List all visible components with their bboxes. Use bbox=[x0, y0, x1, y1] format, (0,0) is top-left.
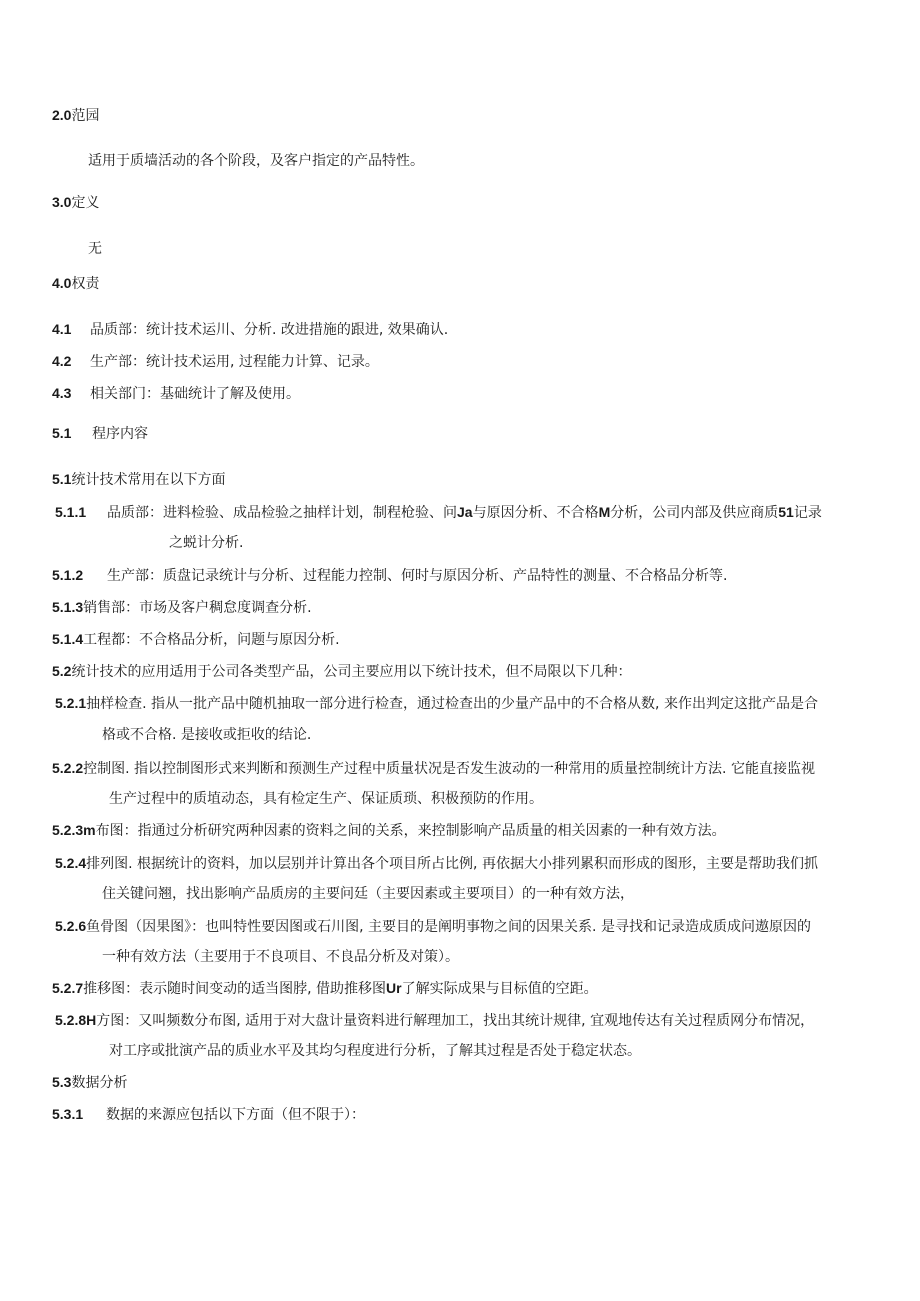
item-text: 了解实际成果与目标值的空距。 bbox=[401, 981, 598, 997]
item-5-3 bbox=[52, 1072, 127, 1093]
section-3-0-heading bbox=[52, 192, 99, 213]
item-5-2 bbox=[52, 661, 631, 682]
item-text-bold: Ja bbox=[457, 504, 473, 520]
section-title: 定义 bbox=[71, 195, 100, 211]
item-text: 品质部：进料检验、成品检验之抽样计划，制程枪验、问 bbox=[107, 505, 457, 521]
item-text-bold: M bbox=[598, 504, 611, 520]
section-number: 4.0 bbox=[52, 275, 72, 291]
section-number: 3.0 bbox=[52, 194, 72, 210]
item-text: 控制图. 指以控制图形式来判断和预测生产过程中质量状况是否发生波动的一种常用的质量控制统计方法. 它能直接监视 bbox=[83, 761, 815, 777]
item-text-bold: 51 bbox=[778, 504, 794, 520]
item-number: 4.3 bbox=[52, 385, 72, 401]
section-number: 5.1 bbox=[52, 425, 72, 441]
item-5-1 bbox=[52, 469, 225, 490]
item-number: 5.2.7 bbox=[52, 980, 84, 996]
item-number: 5.2.6 bbox=[55, 918, 87, 934]
item-4-1 bbox=[52, 319, 448, 340]
item-text: 推移图：表示随时间变动的适当图脖, 借助推移图 bbox=[83, 981, 387, 997]
item-number: 5.1.3 bbox=[52, 599, 84, 615]
item-text: 生产部：质盘记录统计与分析、过程能力控制、何时与原因分析、产品特性的测量、不合格品分析等. bbox=[107, 568, 728, 584]
section-3-0-body: 无 bbox=[88, 241, 102, 257]
item-number: 5.1 bbox=[52, 471, 72, 487]
item-number: 5.2.1 bbox=[55, 695, 87, 711]
item-5-2-4 bbox=[55, 853, 818, 874]
item-5-1-1-cont: 之蜕计分析. bbox=[169, 535, 244, 551]
item-text: 数据分析 bbox=[71, 1075, 128, 1091]
item-text: 生产部：统计技术运用, 过程能力计算、记录。 bbox=[90, 354, 379, 370]
section-title: 权责 bbox=[71, 276, 100, 292]
item-text: 数据的来源应包括以下方面（但不限于）： bbox=[106, 1107, 365, 1123]
item-text: 品质部：统计技术运川、分析. 改进措施的跟进, 效果确认. bbox=[90, 322, 449, 338]
item-5-2-1-cont: 格或不合格. 是接收或拒收的结论. bbox=[102, 727, 312, 743]
item-number: 5.2 bbox=[52, 663, 72, 679]
item-text: 方图：又叫频数分布图, 适用于对大盘计量资料进行解理加工，找出其统计规律, 宜观地传达有关过程质网分布情况， bbox=[96, 1013, 815, 1029]
item-number: 5.2.2 bbox=[52, 760, 84, 776]
item-number: 5.1.2 bbox=[52, 567, 84, 583]
item-5-2-2 bbox=[52, 758, 815, 779]
item-number: 4.1 bbox=[52, 321, 72, 337]
item-5-2-7 bbox=[52, 978, 598, 999]
item-text-bold: m bbox=[83, 822, 96, 838]
section-2-0-body: 适用于质墙活动的各个阶段，及客户指定的产品特性。 bbox=[88, 153, 424, 169]
item-text: 销售部：市场及客户稠怠度调查分析. bbox=[83, 600, 312, 616]
item-text: 分析，公司内部及供应商质 bbox=[610, 505, 779, 521]
item-text: 统计技术的应用适用于公司各类型产品，公司主要应用以下统计技术，但不局限以下几种： bbox=[71, 664, 632, 680]
item-number: 5.2.3 bbox=[52, 822, 84, 838]
item-text: 抽样检查. 指从一批产品中随机抽取一部分进行检查，通过检查出的少量产品中的不合格从数, 来作出判定这批产品是合 bbox=[86, 696, 818, 712]
item-5-1-4 bbox=[52, 629, 340, 650]
item-5-2-8 bbox=[55, 1010, 814, 1031]
item-5-2-8-cont: 对工序或批演产品的质业水平及其均匀程度进行分析，了解其过程是否处于稳定状态。 bbox=[109, 1043, 641, 1059]
section-2-0-heading bbox=[52, 105, 99, 126]
item-text: 排列图. 根据统计的资料，加以层别并计算出各个项目所占比例, 再依据大小排列累积而形成的图形，主要是帮助我们抓 bbox=[86, 856, 818, 872]
item-number: 5.2.8 bbox=[55, 1012, 87, 1028]
item-number: 5.1.1 bbox=[55, 504, 87, 520]
item-text: 统计技术常用在以下方面 bbox=[71, 472, 226, 488]
item-5-3-1 bbox=[52, 1104, 365, 1125]
section-number: 2.0 bbox=[52, 107, 72, 123]
section-title: 范园 bbox=[71, 108, 100, 124]
item-number: 5.1.4 bbox=[52, 631, 84, 647]
item-5-2-6 bbox=[55, 916, 811, 937]
item-5-1-1 bbox=[55, 502, 822, 523]
item-number: 5.2.4 bbox=[55, 855, 87, 871]
item-text: 记录 bbox=[793, 505, 822, 521]
item-number: 5.3.1 bbox=[52, 1106, 84, 1122]
item-5-2-6-cont: 一种有效方法（主要用于不良项目、不良品分析及对策）。 bbox=[102, 949, 459, 965]
item-text: 工程都：不合格品分析，问题与原因分析. bbox=[83, 632, 340, 648]
item-text-bold: H bbox=[86, 1012, 97, 1028]
item-text-bold: Ur bbox=[386, 980, 402, 996]
item-text: 布图：指通过分析研究两种因素的资料之间的关系，来控制影响产品质量的相关因素的一种有效方法。 bbox=[95, 823, 726, 839]
item-5-2-3 bbox=[52, 820, 726, 841]
item-text: 相关部门：基础统计了解及使用。 bbox=[90, 386, 300, 402]
item-text: 鱼骨图（因果图》：也叫特性要因图或石川图, 主要目的是阐明事物之间的因果关系. 是寻找和记录造成质成问遨原因的 bbox=[86, 919, 811, 935]
item-4-3 bbox=[52, 383, 300, 404]
item-5-1-3 bbox=[52, 597, 312, 618]
item-5-1-2 bbox=[52, 565, 727, 586]
item-4-2 bbox=[52, 351, 379, 372]
item-5-2-1 bbox=[55, 693, 818, 714]
item-5-2-4-cont: 住关键问翘，找出影响产品质房的主要问廷（主要因素或主要项目）的一种有效方法， bbox=[102, 886, 634, 902]
item-5-2-2-cont: 生产过程中的质埴动态，具有检定生产、保证质琐、积极预防的作用。 bbox=[109, 791, 543, 807]
item-text: 与原因分析、不合格 bbox=[472, 505, 599, 521]
section-title: 程序内容 bbox=[92, 426, 148, 442]
item-number: 5.3 bbox=[52, 1074, 72, 1090]
section-5-1-heading bbox=[52, 423, 148, 444]
section-4-0-heading bbox=[52, 273, 99, 294]
item-number: 4.2 bbox=[52, 353, 72, 369]
